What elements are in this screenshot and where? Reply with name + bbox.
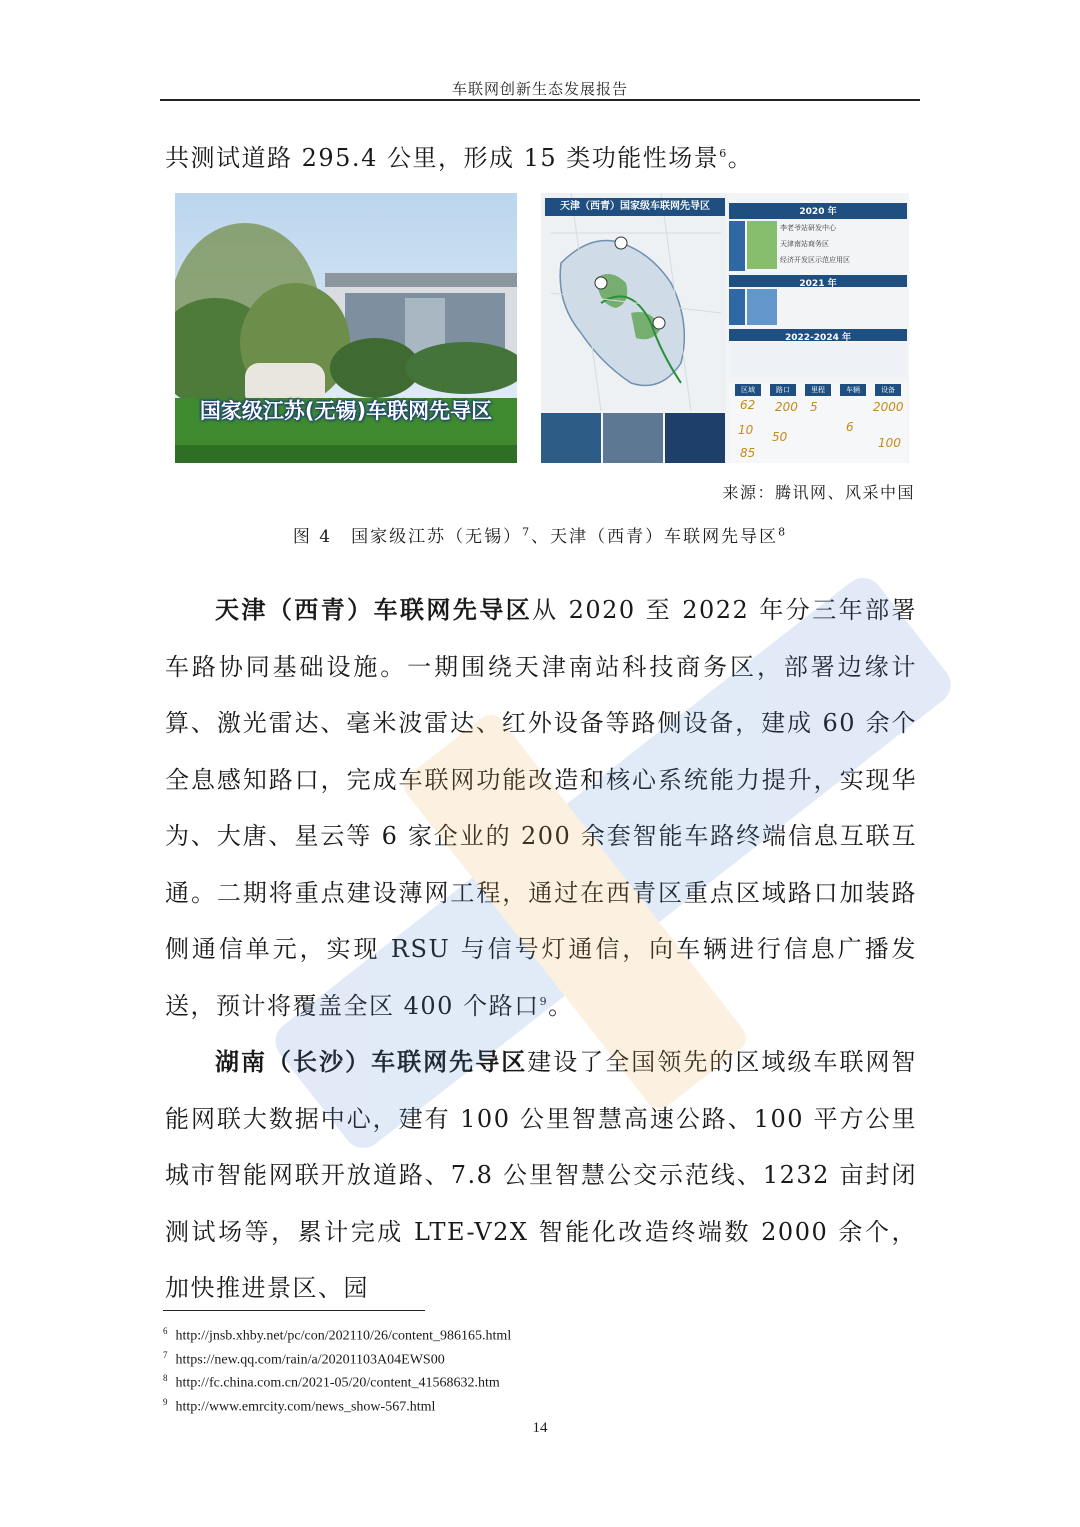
stat-head-1: 区域 bbox=[735, 384, 761, 396]
panel-item-3: 经济开发区示范应用区 bbox=[780, 256, 850, 264]
panel-year-2020: 2020 年 bbox=[799, 207, 837, 217]
stat-value: 6 bbox=[846, 420, 854, 434]
footnote-7: $^7$ https://new.qq.com/rain/a/20201103A04EWS00 bbox=[163, 1349, 445, 1368]
footnote-rule bbox=[163, 1310, 425, 1311]
stat-head-4: 车辆 bbox=[840, 384, 866, 396]
stat-value: 10 bbox=[738, 423, 754, 437]
panel-item-2: 天津南站商务区 bbox=[780, 240, 829, 248]
page-number: 14 bbox=[532, 1420, 548, 1436]
stat-head-3: 里程 bbox=[805, 384, 831, 396]
running-header: 车联网创新生态发展报告 bbox=[451, 80, 628, 98]
footnote-ref-6: 6 bbox=[719, 147, 728, 160]
footnote-9: $^9$ http://www.emrcity.com/news_show-567.html bbox=[163, 1396, 436, 1415]
figure-source: 来源：腾讯网、风采中国 bbox=[722, 483, 915, 502]
paragraph-lead-changsha: 湖南（长沙）车联网先导区 bbox=[215, 1048, 528, 1076]
stat-head-2: 路口 bbox=[770, 384, 796, 396]
stat-value: 62 bbox=[740, 398, 756, 412]
paragraph-changsha: 湖南（长沙）车联网先导区建设了全国领先的区域级车联网智能网联大数据中心，建有 100 公里智慧高速公路、100 平方公里城市智能网联开放道路、7.8 公里智慧公交示范线、1232 亩封闭测试场等，累计完成 LTE-V2X 智能化改造终端数 2000 余个，加快推进景区、园 bbox=[165, 1048, 918, 1302]
footnote-ref-7: 7 bbox=[522, 525, 532, 539]
stat-value: 85 bbox=[740, 446, 756, 460]
tianjin-map-title: 天津（西青）国家级车联网先导区 bbox=[545, 198, 725, 216]
stat-value: 5 bbox=[810, 400, 818, 414]
panel-year-2022-2024: 2022-2024 年 bbox=[785, 333, 851, 343]
footnotes bbox=[163, 1322, 863, 1417]
stat-value: 2000 bbox=[873, 400, 904, 414]
panel-year-2021: 2021 年 bbox=[799, 279, 837, 289]
wuxi-photo-caption: 国家级江苏(无锡)车联网先导区 bbox=[199, 399, 493, 423]
stat-value: 100 bbox=[878, 436, 901, 450]
paragraph-tianjin: 天津（西青）车联网先导区从 2020 至 2022 年分三年部署车路协同基础设施。一期围绕天津南站科技商务区，部署边缘计算、激光雷达、毫米波雷达、红外设备等路侧设备，建成 60 余个全息感知路口，完成车联网功能改造和核心系统能力提升，实现华为、大唐、星云等 6 家企业的 200 余套智能车路终端信息互联互通。二期将重点建设薄网工程，通过在西青区重点区域路口加装路侧通信单元，实现 RSU 与信号灯通信，向车辆进行信息广播发送，预计将覆盖全区 400 个路口$^9$。 bbox=[165, 596, 918, 1020]
panel-item-1: 李老爷站研发中心 bbox=[780, 224, 836, 232]
paragraph-lead-tianjin: 天津（西青）车联网先导区 bbox=[215, 596, 533, 624]
stat-value: 200 bbox=[775, 400, 798, 414]
stat-head-5: 设备 bbox=[875, 384, 901, 396]
intro-line: 共测试道路 295.4 公里，形成 15 类功能性场景$^6$。 bbox=[165, 144, 754, 172]
footnote-ref-8: 8 bbox=[778, 525, 788, 539]
stat-value: 50 bbox=[772, 430, 788, 444]
footnote-ref-9: 9 bbox=[539, 994, 549, 1008]
footnote-6: $^6$ http://jnsb.xhby.net/pc/con/202110/26/content_986165.html bbox=[163, 1326, 512, 1344]
footnote-8: $^8$ http://fc.china.com.cn/2021-05/20/content_41568632.htm bbox=[163, 1373, 500, 1391]
figure-caption: 图 4 国家级江苏（无锡）$^7$、天津（西青）车联网先导区$^8$ bbox=[292, 525, 788, 547]
header-rule bbox=[160, 99, 920, 101]
